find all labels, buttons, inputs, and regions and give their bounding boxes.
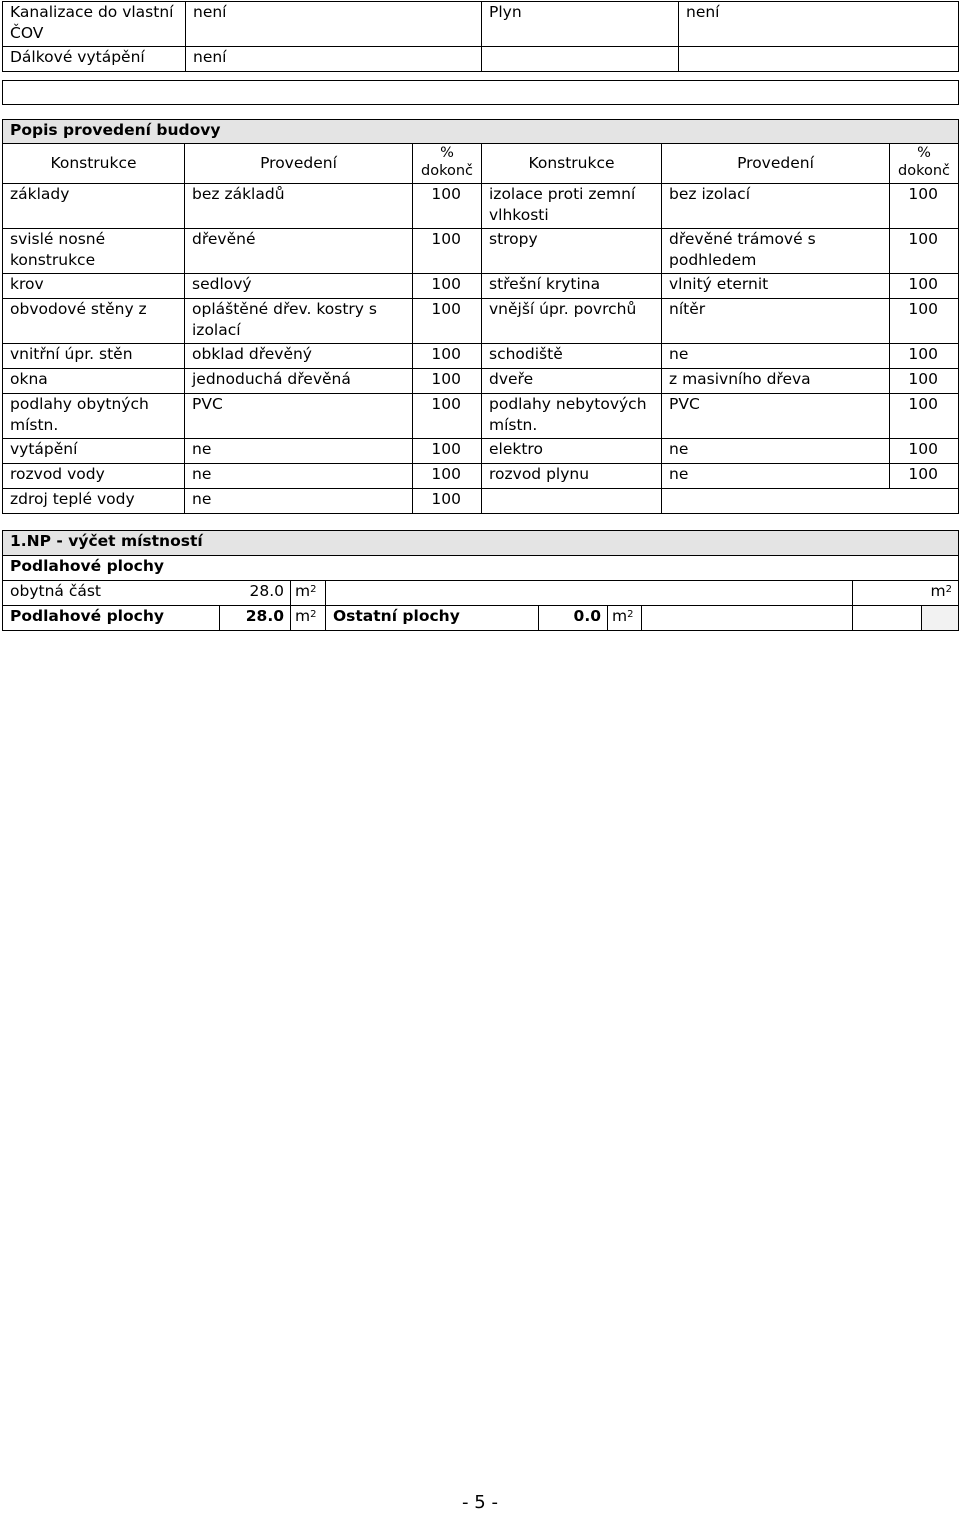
table-row xyxy=(3,489,959,514)
summary-value: 0.0 xyxy=(539,606,608,631)
provedeni-cell: obklad dřevěný xyxy=(185,344,413,369)
pct-cell: 100 xyxy=(413,394,482,439)
utility-value: není xyxy=(186,47,482,72)
header-konstrukce: Konstrukce xyxy=(3,144,185,184)
popis-table xyxy=(2,119,959,514)
empty-cell xyxy=(642,606,853,631)
utility-value xyxy=(679,47,959,72)
provedeni-cell: vlnitý eternit xyxy=(662,274,890,299)
section-title: Popis provedení budovy xyxy=(3,120,959,144)
area-label-cell xyxy=(3,581,291,606)
area-unit: $m^2$ xyxy=(291,581,326,606)
pct-cell: 100 xyxy=(890,299,959,344)
header-pct: % dokonč xyxy=(413,144,482,184)
utility-label: Plyn xyxy=(482,2,679,47)
konstrukce-cell xyxy=(482,489,662,514)
provedeni-cell: opláštěné dřev. kostry s izolací xyxy=(185,299,413,344)
provedeni-cell: bez základů xyxy=(185,184,413,229)
konstrukce-cell: vnější úpr. povrchů xyxy=(482,299,662,344)
konstrukce-cell: krov xyxy=(3,274,185,299)
blank-cell xyxy=(3,81,959,105)
table-row xyxy=(3,369,959,394)
konstrukce-cell: dveře xyxy=(482,369,662,394)
area-label: obytná část xyxy=(10,582,101,600)
pct-cell: 100 xyxy=(413,299,482,344)
pct-cell: 100 xyxy=(890,344,959,369)
provedeni-cell: bez izolací xyxy=(662,184,890,229)
table-row xyxy=(3,229,959,274)
konstrukce-cell: vytápění xyxy=(3,439,185,464)
area-unit-2: $m^2$ xyxy=(853,581,959,606)
provedeni-cell: PVC xyxy=(662,394,890,439)
empty-cell xyxy=(326,581,853,606)
provedeni-cell: ne xyxy=(185,439,413,464)
pct-cell: 100 xyxy=(890,464,959,489)
provedeni-cell: jednoduchá dřevěná xyxy=(185,369,413,394)
konstrukce-cell: okna xyxy=(3,369,185,394)
header-provedeni: Provedení xyxy=(185,144,413,184)
konstrukce-cell: elektro xyxy=(482,439,662,464)
utility-value: není xyxy=(679,2,959,47)
table-row xyxy=(3,394,959,439)
pct-cell: 100 xyxy=(890,369,959,394)
empty-cell xyxy=(662,489,959,514)
konstrukce-cell: stropy xyxy=(482,229,662,274)
konstrukce-cell: rozvod plynu xyxy=(482,464,662,489)
header-konstrukce: Konstrukce xyxy=(482,144,662,184)
pct-cell: 100 xyxy=(413,464,482,489)
header-provedeni: Provedení xyxy=(662,144,890,184)
konstrukce-cell: podlahy nebytových místn. xyxy=(482,394,662,439)
np-title: 1.NP - výčet místností xyxy=(3,531,959,556)
area-value: 28.0 xyxy=(249,582,284,600)
konstrukce-cell: vnitřní úpr. stěn xyxy=(3,344,185,369)
utility-label: Dálkové vytápění xyxy=(3,47,186,72)
utility-value: není xyxy=(186,2,482,47)
pct-cell: 100 xyxy=(890,229,959,274)
konstrukce-cell: základy xyxy=(3,184,185,229)
provedeni-cell: ne xyxy=(662,464,890,489)
provedeni-cell: ne xyxy=(185,464,413,489)
provedeni-cell: ne xyxy=(662,344,890,369)
konstrukce-cell: izolace proti zemní vlhkosti xyxy=(482,184,662,229)
summary-unit: $m^2$ xyxy=(291,606,326,631)
konstrukce-cell: zdroj teplé vody xyxy=(3,489,185,514)
summary-value: 28.0 xyxy=(220,606,291,631)
summary-label: Ostatní plochy xyxy=(326,606,539,631)
konstrukce-cell: rozvod vody xyxy=(3,464,185,489)
summary-unit: $m^2$ xyxy=(608,606,642,631)
konstrukce-cell: podlahy obytných místn. xyxy=(3,394,185,439)
utilities-table xyxy=(2,1,959,72)
np-subtitle: Podlahové plochy xyxy=(3,556,959,581)
table-row xyxy=(3,344,959,369)
konstrukce-cell: obvodové stěny z xyxy=(3,299,185,344)
provedeni-cell: PVC xyxy=(185,394,413,439)
provedeni-cell: ne xyxy=(185,489,413,514)
np-table xyxy=(2,530,959,631)
table-row xyxy=(3,299,959,344)
pct-cell: 100 xyxy=(413,439,482,464)
pct-cell: 100 xyxy=(413,274,482,299)
page-number: - 5 - xyxy=(462,1492,498,1513)
header-pct: % dokonč xyxy=(890,144,959,184)
provedeni-cell: dřevěné trámové s podhledem xyxy=(662,229,890,274)
utility-label: Kanalizace do vlastní ČOV xyxy=(3,2,186,47)
provedeni-cell: ne xyxy=(662,439,890,464)
table-row xyxy=(3,464,959,489)
pct-cell: 100 xyxy=(413,229,482,274)
pct-cell: 100 xyxy=(413,369,482,394)
table-row xyxy=(3,439,959,464)
pct-cell: 100 xyxy=(890,274,959,299)
pct-cell: 100 xyxy=(890,394,959,439)
konstrukce-cell: svislé nosné konstrukce xyxy=(3,229,185,274)
empty-cell xyxy=(922,606,959,631)
provedeni-cell: dřevěné xyxy=(185,229,413,274)
pct-cell: 100 xyxy=(413,184,482,229)
provedeni-cell: sedlový xyxy=(185,274,413,299)
konstrukce-cell: střešní krytina xyxy=(482,274,662,299)
utility-label xyxy=(482,47,679,72)
summary-label: Podlahové plochy xyxy=(3,606,220,631)
provedeni-cell: z masivního dřeva xyxy=(662,369,890,394)
pct-cell: 100 xyxy=(890,439,959,464)
empty-cell xyxy=(853,606,922,631)
konstrukce-cell: schodiště xyxy=(482,344,662,369)
pct-cell: 100 xyxy=(413,344,482,369)
provedeni-cell: nítěr xyxy=(662,299,890,344)
table-row xyxy=(3,274,959,299)
area-row xyxy=(3,581,959,606)
pct-cell: 100 xyxy=(890,184,959,229)
summary-row xyxy=(3,606,959,631)
blank-band xyxy=(2,80,959,105)
table-row xyxy=(3,184,959,229)
pct-cell: 100 xyxy=(413,489,482,514)
